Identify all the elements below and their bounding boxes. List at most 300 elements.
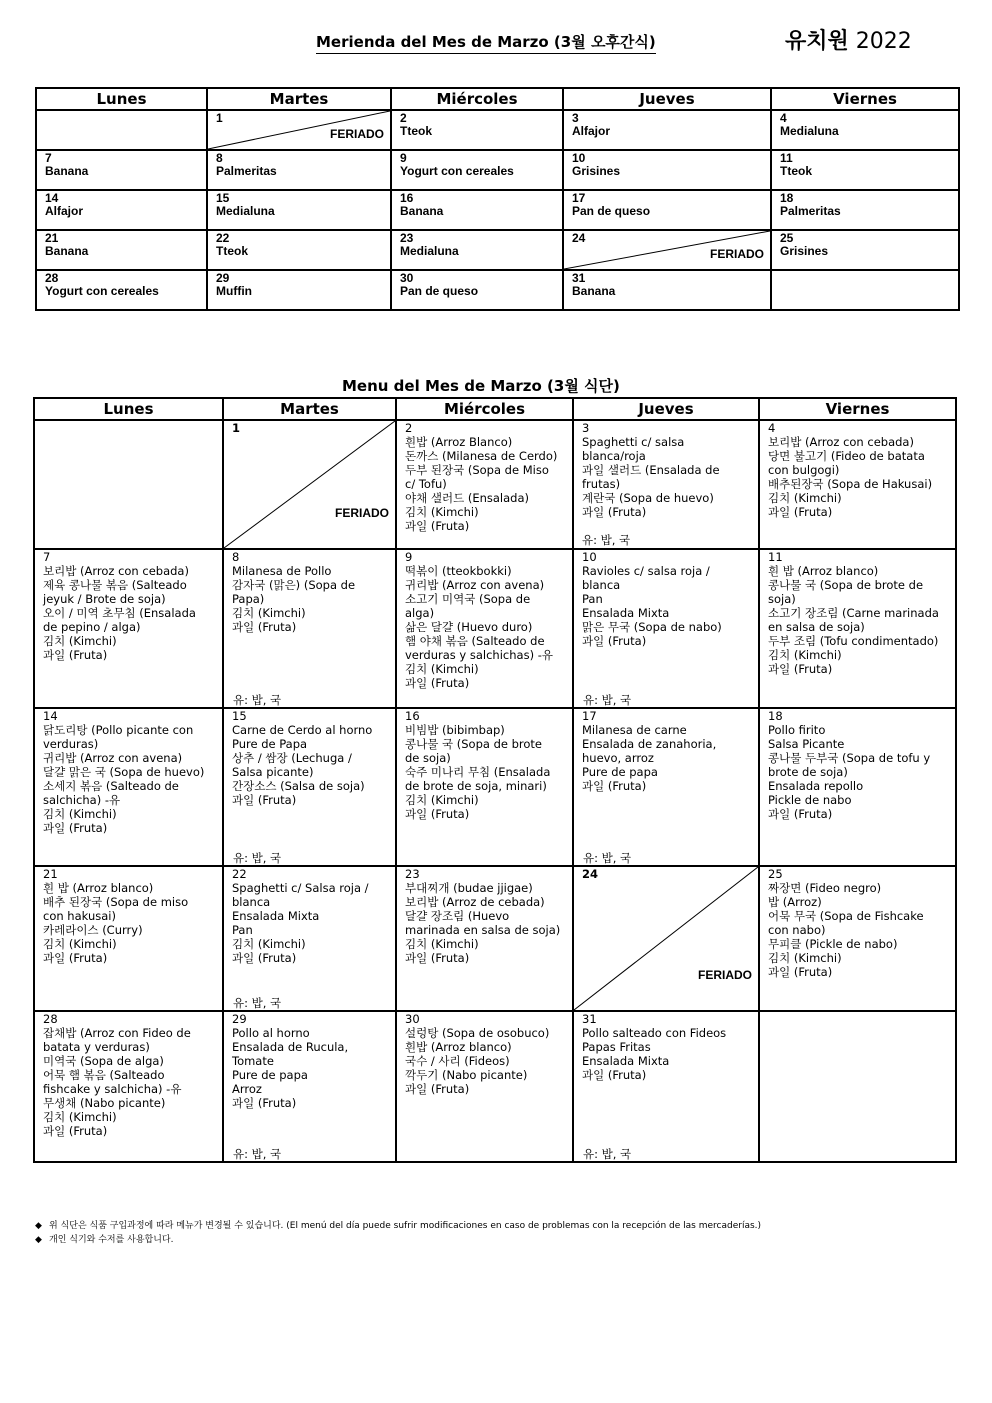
- menu-item: 콩나물 두부국 (Sopa de tofu y: [768, 751, 931, 765]
- snack-item: Tteok: [400, 124, 433, 138]
- snack-item: Medialuna: [216, 204, 275, 218]
- menu-item: 보리밥 (Arroz con cebada): [768, 435, 914, 449]
- menu-item: con hakusai): [43, 909, 116, 923]
- day-number: 9: [405, 550, 413, 564]
- menu-cell: [34, 420, 223, 549]
- menu-cell: [759, 1011, 956, 1162]
- snack-body: [36, 110, 959, 310]
- menu-week-row: [34, 708, 956, 866]
- menu-item: Spaghetti c/ salsa: [582, 435, 685, 449]
- day-number: 22: [216, 231, 230, 245]
- snack-header-row: [36, 88, 959, 110]
- menu-item: 과일 (Fruta): [768, 965, 833, 979]
- menu-cell-content: [224, 550, 395, 634]
- menu-item: 흰 밥 (Arroz blanco): [768, 564, 879, 578]
- day-number: 4: [768, 421, 776, 435]
- day-header-jueves: Jueves: [563, 88, 771, 110]
- day-header-martes: Martes: [207, 88, 391, 110]
- menu-item: 김치 (Kimchi): [405, 793, 479, 807]
- menu-item: 닭도리탕 (Pollo picante con: [43, 723, 194, 737]
- holiday-diagonal-line: [224, 421, 395, 548]
- menu-item: 밥 (Arroz): [768, 895, 822, 909]
- feriado-label: FERIADO: [698, 968, 752, 982]
- menu-cell: [759, 549, 956, 708]
- brand-year: 2022: [855, 29, 912, 54]
- menu-cell: [573, 866, 759, 1011]
- day-number: 29: [216, 271, 230, 285]
- day-number: 1: [232, 421, 241, 435]
- menu-cell: [223, 549, 396, 708]
- snack-cell: [771, 150, 959, 190]
- menu-item: Ensalada de Rucula,: [232, 1040, 349, 1054]
- menu-item: 어묵 햄 볶음 (Salteado: [43, 1068, 165, 1082]
- day-number: 30: [405, 1012, 420, 1026]
- menu-item: brote de soja): [768, 765, 848, 779]
- menu-cell-content: [35, 550, 222, 662]
- day-number: 24: [582, 867, 599, 881]
- menu-cell-content: [224, 867, 395, 965]
- menu-item: 과일 (Fruta): [582, 634, 647, 648]
- menu-item: 김치 (Kimchi): [405, 505, 479, 519]
- snack-cell: [207, 230, 391, 270]
- menu-item: 과일 (Fruta): [405, 1082, 470, 1096]
- snack-cell: [563, 110, 771, 150]
- menu-item: 소고기 미역국 (Sopa de: [405, 592, 531, 606]
- menu-item: Salsa picante): [232, 765, 314, 779]
- snack-item: Banana: [45, 244, 89, 258]
- snack-cell: [771, 190, 959, 230]
- day-number: 22: [232, 867, 247, 881]
- menu-item: blanca: [232, 895, 271, 909]
- menu-cell: [396, 866, 573, 1011]
- menu-week-row: [34, 1011, 956, 1162]
- menu-item: 과일 (Fruta): [405, 807, 470, 821]
- day-number: 8: [232, 550, 240, 564]
- day-header-miércoles: Miércoles: [396, 398, 573, 420]
- snack-cell: [36, 230, 207, 270]
- day-number: 17: [572, 191, 586, 205]
- menu-item: 과일 (Fruta): [43, 951, 108, 965]
- menu-item: 김치 (Kimchi): [768, 491, 842, 505]
- menu-item: de soja): [405, 751, 451, 765]
- menu-item: Papas Fritas: [582, 1040, 651, 1054]
- menu-week-row: [34, 866, 956, 1011]
- menu-cell: [223, 1011, 396, 1162]
- snack-item: Alfajor: [572, 124, 611, 138]
- menu-item: de pepino / alga): [43, 620, 141, 634]
- menu-item: 흰밥 (Arroz blanco): [405, 1040, 512, 1054]
- menu-item: Papa): [232, 592, 265, 606]
- snack-item: Palmeritas: [780, 204, 841, 218]
- menu-cell: [396, 708, 573, 866]
- snack-cell: [563, 270, 771, 310]
- menu-item: Carne de Cerdo al horno: [232, 723, 373, 737]
- menu-item: 과일 (Fruta): [232, 951, 297, 965]
- menu-cell-content: [397, 1012, 572, 1096]
- menu-cell-content: [35, 867, 222, 965]
- day-number: 3: [582, 421, 590, 435]
- feriado-label: FERIADO: [710, 247, 764, 261]
- notes: [35, 1219, 761, 1247]
- day-number: 11: [768, 550, 783, 564]
- menu-footnote: 유: 밥, 국: [233, 996, 282, 1010]
- menu-cell: [396, 420, 573, 549]
- menu-cell: [34, 866, 223, 1011]
- day-number: 2: [400, 111, 407, 125]
- day-number: 10: [582, 550, 597, 564]
- snack-cell: [563, 230, 771, 270]
- menu-item: con nabo): [768, 923, 826, 937]
- menu-item: 부대찌개 (budae jjigae): [405, 881, 533, 895]
- menu-item: Pure de Papa: [232, 737, 308, 751]
- menu-item: Ensalada repollo: [768, 779, 864, 793]
- menu-item: 돈까스 (Milanesa de Cerdo): [405, 449, 558, 463]
- menu-item: 당면 불고기 (Fideo de batata: [768, 449, 925, 463]
- snack-item: Banana: [400, 204, 444, 218]
- snack-cell: [391, 190, 563, 230]
- brand: [785, 24, 912, 55]
- snack-item: Banana: [45, 164, 89, 178]
- day-number: 31: [582, 1012, 597, 1026]
- menu-item: batata y verduras): [43, 1040, 150, 1054]
- snack-item: Palmeritas: [216, 164, 277, 178]
- menu-cell-content: [760, 709, 955, 821]
- menu-item: 과일 (Fruta): [582, 779, 647, 793]
- day-number: 16: [400, 191, 414, 205]
- menu-cell-content: [574, 709, 758, 793]
- snack-item: Grisines: [780, 244, 829, 258]
- menu-item: Pan: [232, 923, 253, 937]
- menu-footnote: 유: 밥, 국: [583, 693, 632, 707]
- menu-item: 감자국 (맑은) (Sopa de: [232, 578, 356, 592]
- day-number: 15: [232, 709, 247, 723]
- menu-item: 어묵 무국 (Sopa de Fishcake: [768, 909, 924, 923]
- menu-item: 계란국 (Sopa de huevo): [582, 491, 714, 505]
- brand-korean: 유치원: [785, 29, 849, 54]
- menu-body: [34, 420, 956, 1162]
- snack-week-row: [36, 270, 959, 310]
- day-number: 25: [768, 867, 783, 881]
- menu-week-row: [34, 549, 956, 708]
- snack-cell: [207, 190, 391, 230]
- snack-item: Medialuna: [400, 244, 459, 258]
- menu-item: 짜장면 (Fideo negro): [768, 881, 882, 895]
- menu-item: 상추 / 쌈장 (Lechuga /: [232, 751, 352, 765]
- day-number: 11: [780, 151, 793, 165]
- menu-item: Pollo salteado con Fideos: [582, 1026, 727, 1040]
- menu-cell-content: [760, 550, 955, 676]
- menu-item: 미역국 (Sopa de alga): [43, 1054, 164, 1068]
- snack-cell: [36, 190, 207, 230]
- day-header-miércoles: Miércoles: [391, 88, 563, 110]
- menu-item: 과일 (Fruta): [768, 505, 833, 519]
- menu-item: soja): [768, 592, 796, 606]
- snack-item: Pan de queso: [400, 284, 479, 298]
- menu-item: marinada en salsa de soja): [405, 923, 561, 937]
- menu-item: 삶은 달걀 (Huevo duro): [405, 620, 533, 634]
- menu-item: 김치 (Kimchi): [232, 937, 306, 951]
- day-number: 18: [768, 709, 783, 723]
- menu-item: 잡채밥 (Arroz con Fideo de: [43, 1026, 191, 1040]
- menu-item: Ensalada Mixta: [582, 606, 670, 620]
- day-number: 28: [43, 1012, 58, 1026]
- menu-cell-content: [760, 421, 955, 519]
- snack-week-row: [36, 230, 959, 270]
- day-number: 1: [216, 111, 223, 125]
- snack-calendar-table: [35, 87, 960, 311]
- day-header-viernes: Viernes: [759, 398, 956, 420]
- day-number: 10: [572, 151, 586, 165]
- menu-item: 귀리밥 (Arroz con avena): [43, 751, 183, 765]
- menu-cell-content: [35, 1012, 222, 1138]
- menu-cell-content: [574, 421, 758, 547]
- menu-cell-content: [224, 709, 395, 807]
- menu-item: c/ Tofu): [405, 477, 447, 491]
- menu-item: 무생채 (Nabo picante): [43, 1096, 166, 1110]
- menu-item: Arroz: [232, 1082, 262, 1096]
- menu-item: 설렁탕 (Sopa de osobuco): [405, 1026, 550, 1040]
- menu-item: 배추된장국 (Sopa de Hakusai): [768, 477, 933, 491]
- menu-cell: [759, 866, 956, 1011]
- menu-item: Milanesa de Pollo: [232, 564, 332, 578]
- menu-footnote: 유: 밥, 국: [233, 693, 282, 707]
- day-number: 23: [400, 231, 414, 245]
- menu-item: Ensalada de zanahoria,: [582, 737, 717, 751]
- menu-cell: [223, 420, 396, 549]
- menu-item: frutas): [582, 477, 621, 491]
- menu-item: huevo, arroz: [582, 751, 654, 765]
- diamond-icon: ◆: [35, 1235, 42, 1245]
- menu-item: verduras): [43, 737, 99, 751]
- feriado-label: FERIADO: [335, 506, 389, 520]
- snack-item: Yogurt con cereales: [400, 164, 514, 178]
- menu-item: 숙주 미나리 무침 (Ensalada: [405, 765, 551, 779]
- snack-week-row: [36, 150, 959, 190]
- menu-footnote: 유: 밥, 국: [233, 1147, 282, 1161]
- menu-item: 과일 (Fruta): [232, 793, 297, 807]
- menu-item: 과일 (Fruta): [43, 1124, 108, 1138]
- menu-item: 콩나물 국 (Sopa de brote de: [768, 578, 924, 592]
- menu-calendar-table: [33, 397, 957, 1163]
- day-number: 25: [780, 231, 794, 245]
- menu-cell-content: [397, 550, 572, 690]
- note-2: ◆ 개인 식기와 수저를 사용합니다.: [35, 1235, 174, 1245]
- menu-item: 김치 (Kimchi): [43, 1110, 117, 1124]
- day-number: 18: [780, 191, 794, 205]
- menu-item: 과일 (Fruta): [768, 662, 833, 676]
- snack-cell: [391, 110, 563, 150]
- day-number: 23: [405, 867, 420, 881]
- menu-cell: [34, 708, 223, 866]
- menu-cell: [759, 708, 956, 866]
- menu-item: 소세지 볶음 (Salteado de: [43, 779, 179, 793]
- menu-cell-content: [574, 1012, 758, 1082]
- menu-item: 과일 샐러드 (Ensalada de: [582, 463, 720, 477]
- menu-item: Milanesa de carne: [582, 723, 687, 737]
- day-number: 14: [43, 709, 58, 723]
- menu-cell: [34, 1011, 223, 1162]
- menu-item: 김치 (Kimchi): [43, 634, 117, 648]
- day-header-martes: Martes: [223, 398, 396, 420]
- day-number: 15: [216, 191, 230, 205]
- menu-footnote: 유: 밥, 국: [583, 851, 632, 865]
- menu-item: Pure de papa: [582, 765, 658, 779]
- menu-cell: [573, 549, 759, 708]
- note-1: ◆ 위 식단은 식품 구입과정에 따라 메뉴가 변경될 수 있습니다. (El menú del día puede sufrir modificaciones en caso de problemas con la recepción de las mercaderías.): [35, 1221, 762, 1231]
- menu-item: Pure de papa: [232, 1068, 308, 1082]
- menu-item: 무피클 (Pickle de nabo): [768, 937, 898, 951]
- day-number: 29: [232, 1012, 247, 1026]
- day-number: 7: [45, 151, 52, 165]
- menu-cell: [223, 866, 396, 1011]
- day-header-viernes: Viernes: [771, 88, 959, 110]
- day-number: 21: [45, 231, 59, 245]
- snack-cell: [36, 110, 207, 150]
- menu-cell-content: [224, 1012, 395, 1110]
- menu-item: 햄 야채 볶음 (Salteado de: [405, 634, 545, 648]
- menu-cell: [759, 420, 956, 549]
- menu-item: 비빔밥 (bibimbap): [405, 723, 505, 737]
- menu-item: 달걀 맑은 국 (Sopa de huevo): [43, 765, 205, 779]
- menu-cell: [34, 549, 223, 708]
- menu-item: salchicha) -유: [43, 793, 121, 807]
- day-number: 9: [400, 151, 407, 165]
- day-number: 31: [572, 271, 586, 285]
- menu-item: 오이 / 미역 초무침 (Ensalada: [43, 606, 196, 620]
- menu-item: 소고기 장조림 (Carne marinada: [768, 606, 939, 620]
- menu-item: jeyuk / Brote de soja): [43, 592, 166, 606]
- day-number: 21: [43, 867, 58, 881]
- snack-item: Tteok: [780, 164, 813, 178]
- snack-item: Alfajor: [45, 204, 84, 218]
- snack-cell: [771, 270, 959, 310]
- menu-item: 김치 (Kimchi): [232, 606, 306, 620]
- day-number: 8: [216, 151, 223, 165]
- menu-cell-content: [35, 709, 222, 835]
- menu-item: 흰 밥 (Arroz blanco): [43, 881, 154, 895]
- snack-cell: [391, 150, 563, 190]
- menu-item: 카레라이스 (Curry): [43, 923, 143, 937]
- menu-item: 두부 조림 (Tofu condimentado): [768, 634, 939, 648]
- menu-item: blanca: [582, 578, 621, 592]
- menu-item: Spaghetti c/ Salsa roja /: [232, 881, 369, 895]
- menu-item: 두부 된장국 (Sopa de Miso: [405, 463, 549, 477]
- snack-cell: [391, 230, 563, 270]
- diamond-icon: ◆: [35, 1221, 42, 1231]
- menu-item: Pollo al horno: [232, 1026, 310, 1040]
- menu-item: 보리밥 (Arroz con cebada): [43, 564, 189, 578]
- menu-item: de brote de soja, minari): [405, 779, 547, 793]
- feriado-label: FERIADO: [330, 127, 384, 141]
- menu-item: 과일 (Fruta): [582, 505, 647, 519]
- menu-item: blanca/roja: [582, 449, 646, 463]
- menu-item: 떡볶이 (tteokbokki): [405, 564, 512, 578]
- menu-item: fishcake y salchicha) -유: [43, 1082, 182, 1096]
- menu-item: 콩나물 국 (Sopa de brote: [405, 737, 542, 751]
- day-number: 14: [45, 191, 59, 205]
- menu-item: 과일 (Fruta): [232, 1096, 297, 1110]
- snack-cell: [563, 150, 771, 190]
- menu-cell: [573, 420, 759, 549]
- snack-cell: [563, 190, 771, 230]
- menu-cell-content: [397, 867, 572, 965]
- menu-header-row: [34, 398, 956, 420]
- menu-cell-content: [760, 867, 955, 979]
- menu-item: 과일 (Fruta): [405, 519, 470, 533]
- menu-item: 국수 / 사리 (Fideos): [405, 1054, 510, 1068]
- menu-item: 김치 (Kimchi): [768, 951, 842, 965]
- menu-cell: [573, 708, 759, 866]
- menu-item: 배추 된장국 (Sopa de miso: [43, 895, 189, 909]
- snack-item: Banana: [572, 284, 616, 298]
- snack-cell: [36, 150, 207, 190]
- day-number: 30: [400, 271, 414, 285]
- menu-item: 김치 (Kimchi): [43, 807, 117, 821]
- snack-week-row: [36, 190, 959, 230]
- menu-cell: [396, 1011, 573, 1162]
- menu-item: 과일 (Fruta): [43, 821, 108, 835]
- snack-item: Pan de queso: [572, 204, 651, 218]
- snack-week-row: [36, 110, 959, 150]
- day-number: 24: [572, 231, 586, 245]
- snack-cell: [36, 270, 207, 310]
- day-number: 2: [405, 421, 413, 435]
- menu-item: 김치 (Kimchi): [768, 648, 842, 662]
- menu-item: 유: 밥, 국: [582, 533, 631, 547]
- menu-title: Menu del Mes de Marzo (3월 식단): [342, 375, 620, 398]
- menu-item: 김치 (Kimchi): [405, 937, 479, 951]
- menu-item: Tomate: [232, 1054, 274, 1068]
- snack-item: Muffin: [216, 284, 252, 298]
- menu-item: 보리밥 (Arroz de cebada): [405, 895, 545, 909]
- menu-item: Pollo firito: [768, 723, 826, 737]
- snack-title: Merienda del Mes de Marzo (3월 오후간식): [316, 31, 656, 54]
- menu-item: con bulgogi): [768, 463, 840, 477]
- day-header-lunes: Lunes: [36, 88, 207, 110]
- menu-item: 과일 (Fruta): [43, 648, 108, 662]
- menu-item: Ensalada Mixta: [582, 1054, 670, 1068]
- menu-cell-content: [397, 709, 572, 821]
- menu-item: 야채 샐러드 (Ensalada): [405, 491, 530, 505]
- menu-item: 깍두기 (Nabo picante): [405, 1068, 528, 1082]
- snack-cell: [207, 110, 391, 150]
- menu-item: 달걀 장조림 (Huevo: [405, 909, 510, 923]
- day-header-jueves: Jueves: [573, 398, 759, 420]
- snack-item: Yogurt con cereales: [45, 284, 159, 298]
- menu-item: 과일 (Fruta): [582, 1068, 647, 1082]
- menu-cell: [573, 1011, 759, 1162]
- menu-item: Ensalada Mixta: [232, 909, 320, 923]
- holiday-diagonal-line: [574, 867, 758, 1010]
- day-header-lunes: Lunes: [34, 398, 223, 420]
- snack-item: Grisines: [572, 164, 621, 178]
- day-number: 4: [780, 111, 787, 125]
- day-number: 3: [572, 111, 579, 125]
- menu-item: alga): [405, 606, 435, 620]
- menu-cell: [223, 708, 396, 866]
- menu-item: 귀리밥 (Arroz con avena): [405, 578, 545, 592]
- menu-item: [582, 519, 751, 533]
- snack-cell: [771, 110, 959, 150]
- menu-item: 김치 (Kimchi): [43, 937, 117, 951]
- day-number: 7: [43, 550, 51, 564]
- menu-item: Pan: [582, 592, 603, 606]
- menu-item: 제육 콩나물 볶음 (Salteado: [43, 578, 187, 592]
- day-number: 28: [45, 271, 59, 285]
- menu-footnote: 유: 밥, 국: [583, 1147, 632, 1161]
- menu-week-row: [34, 420, 956, 549]
- menu-item: 과일 (Fruta): [232, 620, 297, 634]
